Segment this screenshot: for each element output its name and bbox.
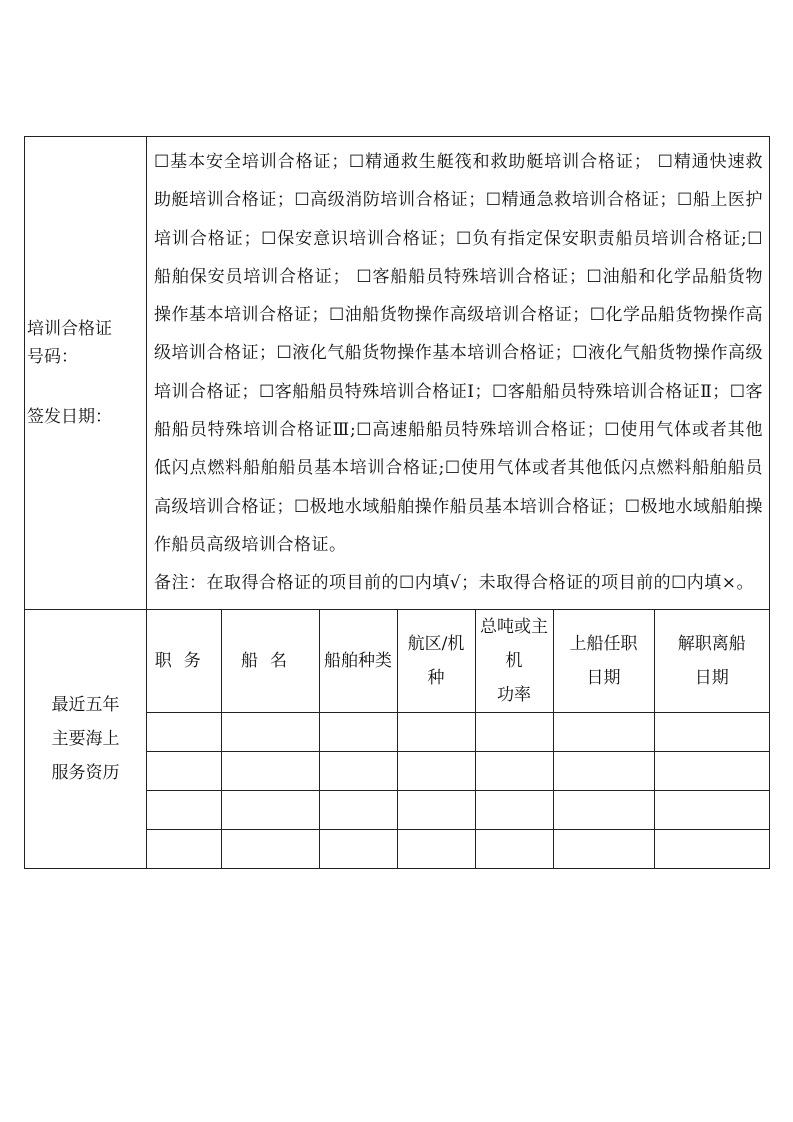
- header-ship-type: 船舶种类: [319, 610, 397, 713]
- history-label-line3: 服务资历: [51, 762, 120, 783]
- header-boarding-line1: 上船任职: [569, 633, 638, 654]
- history-cell[interactable]: [475, 829, 553, 868]
- certificate-row: [25, 137, 770, 610]
- history-row: [147, 751, 769, 790]
- history-label-line2: 主要海上: [51, 728, 120, 749]
- header-tonnage-line2: 功率: [497, 684, 531, 705]
- header-navigation-area-line1: 航区/机: [407, 633, 465, 654]
- header-tonnage-line1: 总吨或主机: [480, 616, 548, 671]
- certificate-label-line1: 培训合格证: [27, 318, 112, 339]
- history-cell[interactable]: [553, 751, 654, 790]
- history-cell[interactable]: [319, 829, 397, 868]
- issue-date-label: 签发日期：: [27, 406, 112, 427]
- history-cell[interactable]: [221, 790, 319, 829]
- history-cell[interactable]: [147, 751, 221, 790]
- history-cell[interactable]: [553, 712, 654, 751]
- history-cell[interactable]: [475, 790, 553, 829]
- service-history-label-cell: [25, 609, 147, 868]
- header-navigation-area: [397, 610, 475, 713]
- history-label-line1: 最近五年: [51, 694, 120, 715]
- service-history-table-cell: [147, 609, 770, 868]
- history-cell[interactable]: [654, 829, 769, 868]
- history-cell[interactable]: [475, 751, 553, 790]
- crew-form-table: [24, 136, 770, 869]
- history-cell[interactable]: [397, 751, 475, 790]
- history-cell[interactable]: [319, 790, 397, 829]
- history-header-row: [147, 610, 769, 713]
- history-cell[interactable]: [319, 712, 397, 751]
- history-cell[interactable]: [147, 829, 221, 868]
- history-row: [147, 829, 769, 868]
- header-boarding-line2: 日期: [586, 667, 621, 688]
- header-tonnage-power: [475, 610, 553, 713]
- certificate-list-text: ☐基本安全培训合格证；☐精通救生艇筏和救助艇培训合格证； ☐精通快速救助艇培训合格证；☐高级消防培训合格证；☐精通急救培训合格证；☐船上医护培训合格证；☐保安意识培训合格证；☐负有指定保安职责船员培训合格证;☐船舶保安员培训合格证； ☐客船船员特殊培训合格证；☐油船和化学品船货物操作基本培训合格证；☐油船货物操作高级培训合格证；☐化学品船货物操作高级培训合格证；☐液化气船货物操作基本培训合格证；☐液化气船货物操作高级培训合格证；☐客船船员特殊培训合格证Ⅰ；☐客船船员特殊培训合格证Ⅱ；☐客船船员特殊培训合格证Ⅲ;☐高速船船员特殊培训合格证；☐使用气体或者其他低闪点燃料船舶船员基本培训合格证;☐使用气体或者其他低闪点燃料船舶船员高级培训合格证；☐极地水域船舶操作船员基本培训合格证；☐极地水域船舶操作船员高级培训合格证。: [154, 152, 763, 555]
- history-cell[interactable]: [221, 829, 319, 868]
- header-leaving-line2: 日期: [694, 667, 729, 688]
- history-row: [147, 790, 769, 829]
- history-cell[interactable]: [319, 751, 397, 790]
- history-cell[interactable]: [475, 712, 553, 751]
- history-cell[interactable]: [553, 829, 654, 868]
- header-leaving-line1: 解职离船: [677, 633, 746, 654]
- header-ship-name: 船名: [221, 610, 319, 713]
- certificate-note: 备注：在取得合格证的项目前的☐内填√；未取得合格证的项目前的☐内填×。: [154, 573, 755, 594]
- history-cell[interactable]: [654, 790, 769, 829]
- history-cell[interactable]: [654, 712, 769, 751]
- history-cell[interactable]: [553, 790, 654, 829]
- certificate-label-line2: 号码：: [27, 346, 78, 367]
- header-position: 职务: [147, 610, 221, 713]
- service-history-row: [25, 609, 770, 868]
- history-cell[interactable]: [654, 751, 769, 790]
- history-cell[interactable]: [221, 751, 319, 790]
- header-leaving-date: [654, 610, 769, 713]
- service-history-table: [147, 610, 769, 868]
- certificate-list-cell: [147, 137, 770, 610]
- header-navigation-area-line2: 种: [427, 667, 445, 688]
- history-cell[interactable]: [397, 829, 475, 868]
- history-cell[interactable]: [147, 712, 221, 751]
- history-cell[interactable]: [397, 790, 475, 829]
- history-cell[interactable]: [397, 712, 475, 751]
- history-cell[interactable]: [147, 790, 221, 829]
- history-row: [147, 712, 769, 751]
- history-cell[interactable]: [221, 712, 319, 751]
- header-boarding-date: [553, 610, 654, 713]
- certificate-label-cell: [25, 137, 147, 610]
